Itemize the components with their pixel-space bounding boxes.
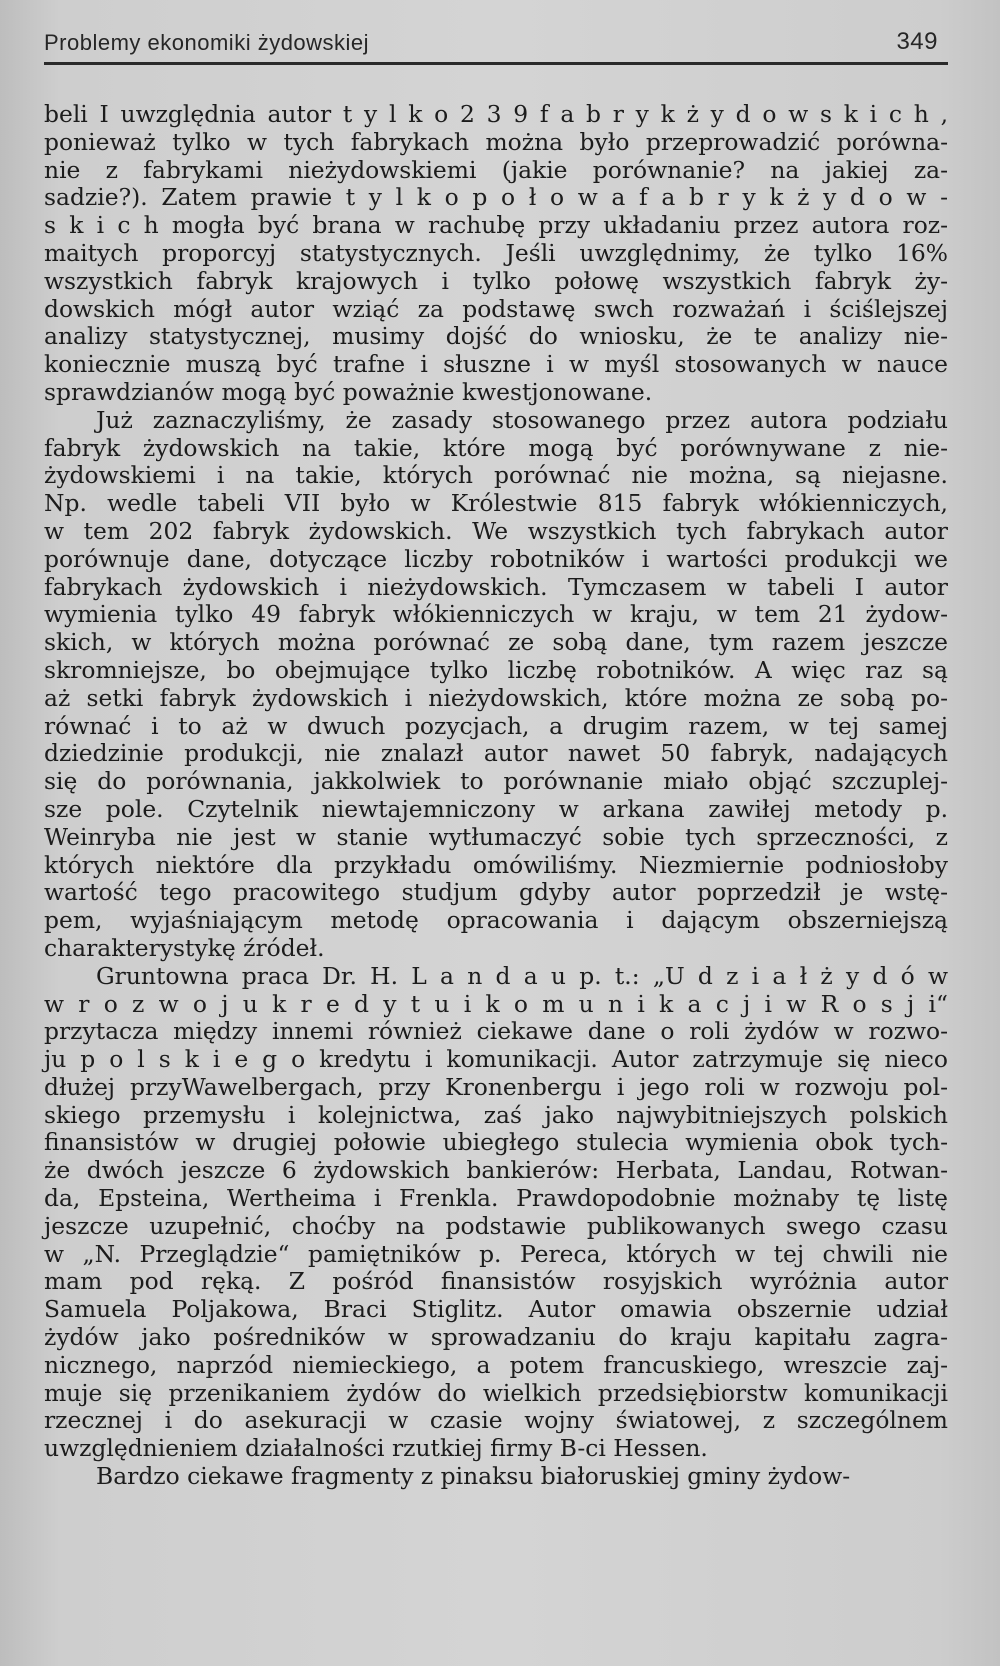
text-line: wymienia tylko 49 fabryk włókienniczych w kraju, w tem 21 żydow- [44,600,948,629]
text-line: nie z fabrykami nieżydowskiemi (jakie porównanie? na jakiej za- [44,155,948,184]
text-line: muje się przenikaniem żydów do wielkich przedsiębiorstw komunikacji [44,1378,948,1407]
page-header [44,28,948,60]
text-line: uwzględnieniem działalności rzutkiej firmy B-ci Hessen. [44,1434,708,1463]
text-line: porównuje dane, dotyczące liczby robotników i wartości produkcji we [44,544,948,573]
text-line: nicznego, naprzód niemieckiego, a potem francuskiego, wreszcie zaj- [44,1350,948,1379]
text-line: dłużej przyWawelbergach, przy Kronenbergu i jego roli w rozwoju pol- [44,1072,948,1101]
text-line: beli I uwzględnia autor t y l k o 2 3 9 f a b r y k ż y d o w s k i c h , [44,100,948,128]
text-line: żydów jako pośredników w sprowadzaniu do kraju kapitału zagra- [44,1323,948,1352]
text-line: rzecznej i do asekuracji w czasie wojny światowej, z szczególnem [44,1406,948,1435]
text-line: analizy statystycznej, musimy dojść do wniosku, że te analizy nie- [44,322,948,351]
text-line: fabryk żydowskich na takie, które mogą być porównywane z nie- [44,433,948,462]
text-line: Weinryba nie jest w stanie wytłumaczyć sobie tych sprzeczności, z [44,822,948,851]
text-line: da, Epsteina, Wertheima i Frenkla. Prawdopodobnie możnaby tę listę [44,1184,948,1213]
text-line: skich, w których można porównać ze sobą dane, tym razem jeszcze [44,628,948,657]
text-line: ju p o l s k i e g o kredytu i komunikacji. Autor zatrzymuje się nieco [44,1045,948,1074]
text-line: się do porównania, jakkolwiek to porównanie miało objąć szczuplej- [44,767,948,796]
text-line: Samuela Poljakowa, Braci Stiglitz. Autor omawia obszernie udział [44,1295,948,1324]
text-line: s k i c h mogła być brana w rachubę przy układaniu przez autora roz- [44,211,948,240]
running-title: Problemy ekonomiki żydowskiej [44,30,370,55]
text-line: przytacza między innemi również ciekawe dane o roli żydów w rozwo- [44,1017,948,1046]
text-line: których niektóre dla przykładu omówiliśmy. Niezmiernie podniosłoby [44,850,948,879]
text-line: koniecznie muszą być trafne i słuszne i w myśl stosowanych w nauce [44,350,948,379]
text-line: Już zaznaczyliśmy, że zasady stosowanego przez autora podziału [96,405,948,434]
text-line: w r o z w o j u k r e d y t u i k o m u n i k a c j i w R o s j i“ [44,989,948,1018]
text-line: Np. wedle tabeli VII było w Królestwie 815 fabryk włókienniczych, [44,489,948,518]
page-number: 349 [896,28,938,55]
text-line: dziedzinie produkcji, nie znalazł autor nawet 50 fabryk, nadających [44,739,948,768]
text-line: skiego przemysłu i kolejnictwa, zaś jako najwybitniejszych polskich [44,1100,948,1129]
text-line: że dwóch jeszcze 6 żydowskich bankierów: Herbata, Landau, Rotwan- [44,1156,948,1185]
text-line: żydowskiemi i na takie, których porównać nie można, są niejasne. [44,461,948,490]
text-line: wszystkich fabryk krajowych i tylko połowę wszystkich fabryk ży- [44,266,948,295]
text-line: pem, wyjaśniającym metodę opracowania i dającym obszerniejszą [44,906,948,935]
text-line: sadzie?). Zatem prawie t y l k o p o ł o w a f a b r y k ż y d o w - [44,183,948,212]
text-line: finansistów w drugiej połowie ubiegłego stulecia wymienia obok tych- [44,1128,948,1157]
text-line: w „N. Przeglądzie“ pamiętników p. Pereca, których w tej chwili nie [44,1239,948,1268]
header-rule [44,62,948,65]
text-line: Gruntowna praca Dr. H. L a n d a u p. t.: „U d z i a ł ż y d ó w [96,961,948,990]
text-line: sze pole. Czytelnik niewtajemniczony w arkana zawiłej metody p. [44,794,948,823]
text-line: wartość tego pracowitego studjum gdyby autor poprzedził je wstę- [44,878,948,907]
text-line: jeszcze uzupełnić, choćby na podstawie publikowanych swego czasu [44,1211,948,1240]
text-line: dowskich mógł autor wziąć za podstawę swch rozważań i ściślejszej [44,294,948,323]
text-line: w tem 202 fabryk żydowskich. We wszystkich tych fabrykach autor [44,516,948,545]
text-line: sprawdzianów mogą być poważnie kwestjonowane. [44,377,653,406]
text-line: charakterystykę źródeł. [44,933,325,962]
text-line: ponieważ tylko w tych fabrykach można było przeprowadzić porówna- [44,127,948,156]
text-line: maitych proporcyj statystycznych. Jeśli uwzględnimy, że tylko 16% [44,238,948,267]
body-text [44,101,948,1491]
text-line: fabrykach żydowskich i nieżydowskich. Tymczasem w tabeli I autor [44,572,948,601]
text-line: skromniejsze, bo obejmujące tylko liczbę robotników. A więc raz są [44,655,948,684]
text-line: aż setki fabryk żydowskich i nieżydowskich, które można ze sobą po- [44,683,948,712]
text-line: mam pod ręką. Z pośród finansistów rosyjskich wyróżnia autor [44,1267,948,1296]
text-line: Bardzo ciekawe fragmenty z pinaksu białoruskiej gminy żydow- [96,1462,851,1491]
text-line: równać i to aż w dwuch pozycjach, a drugim razem, w tej samej [44,711,948,740]
